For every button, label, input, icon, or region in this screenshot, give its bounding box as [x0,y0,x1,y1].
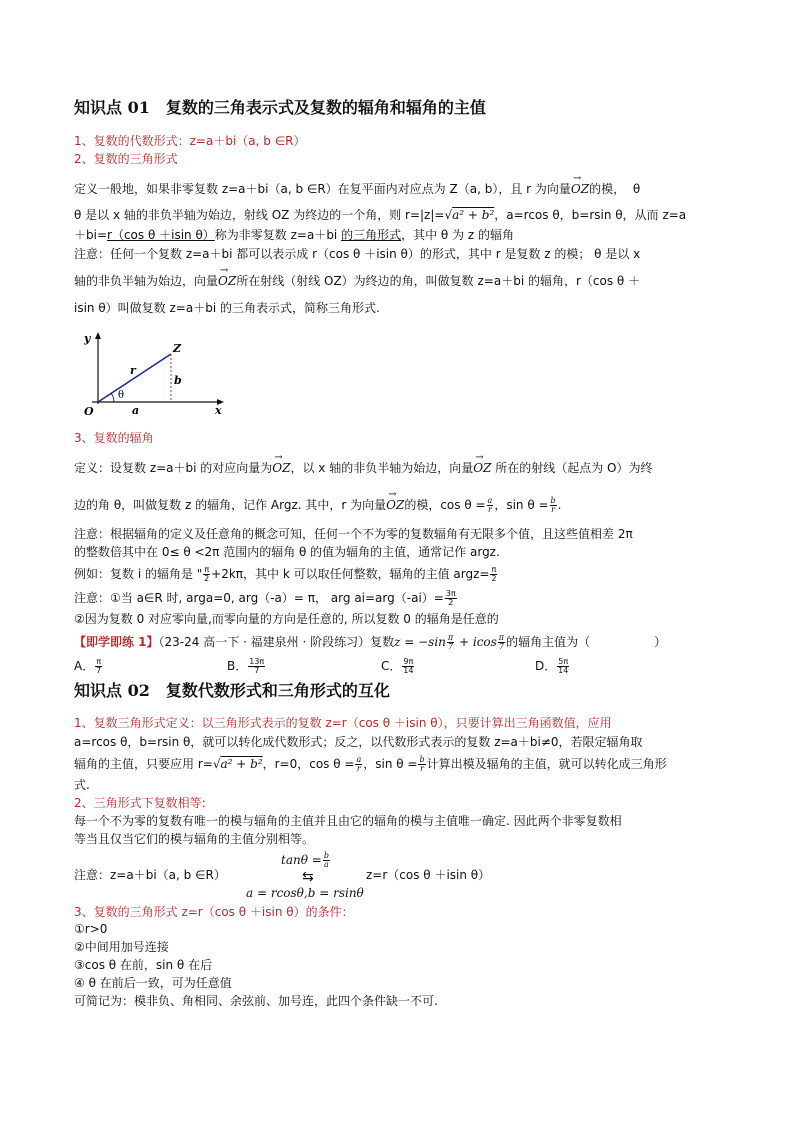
practice-question: 【即学即练 1】（23-24 高一下 · 福建泉州 · 阶段练习）复数z = −sin $\frac{\pi}{7}$ + icos $\frac{\pi}{7}$ 的辐角主值为（ ） [74,633,667,651]
fraction: $\frac{b}{a}$ [323,851,329,869]
note-line-3: isin θ）叫做复数 z=a＋bi 的三角表示式，简称三角形式. [74,301,380,315]
x-label: x [215,404,222,417]
definition-line-2: θ 是以 x 轴的非负半轴为始边，射线 OZ 为终边的一个角，则 r=|z|=√a² + b²，a=rcos θ，b=rsin θ，从而 z=a [74,208,687,222]
fraction: $\frac{\pi}{7}$ [447,633,454,651]
argument-def-line-2: 边的角 θ，叫做复数 z 的辐角，记作 Argz. 其中，r 为向量→ OZ的模，cos θ = $\frac{a}{r}$ ，sin θ = $\frac{b}{r}$ . [74,497,561,514]
vector-oz: → OZ [218,274,236,289]
b-label: b [174,374,182,387]
option-c: C． $\frac{9\pi}{14}$ [381,657,414,675]
fraction: $\frac{\pi}{7}$ [498,633,505,651]
point-z-label: Z [173,342,182,355]
conversion-left: 注意：z=a＋bi（a, b ∈R） [74,868,226,882]
vector-oz: → OZ [386,498,404,513]
complex-plane-figure [78,328,238,420]
argument-def-line-1: 定义：设复数 z=a＋bi 的对应向量为→ OZ，以 x 轴的非负半轴为始边，向量→ OZ 所在的射线（起点为 O）为终 [74,461,652,476]
vector-oz: → OZ [272,461,290,476]
equality-title: 2、三角形式下复数相等: [74,796,206,810]
fraction: $\frac{b}{r}$ [419,755,425,773]
argument-note-1: 注意：①当 a∈R 时, arga=0, arg（-a）= π， arg ai=arg（-ai）= $\frac{3\pi}{2}$ [74,589,456,607]
equality-line-1: 每一个不为零的复数有唯一的模与辐角的主值并且由它的辐角的模与主值唯一确定. 因此两个非零复数相 [74,814,622,828]
fraction: $\frac{\pi}{7}$ [96,657,102,675]
conversion-line-1: 1、复数三角形式定义：以三角形式表示的复数 z=r（cos θ ＋isin θ），只要计算出三角函数值，应用 [74,716,612,730]
definition-line-1: 定义一般地，如果非零复数 z=a＋bi（a, b ∈R）在复平面内对应点为 Z（a, b），且 r 为向量→ OZ的模， θ [74,182,640,197]
practice-tag: 【即学即练 1】 [74,635,159,649]
fraction: $\frac{5\pi}{14}$ [558,657,569,675]
conversion-right: z=r（cos θ ＋isin θ） [366,868,491,882]
note-line-1: 注意：任何一个复数 z=a＋bi 都可以表示成 r（cos θ ＋isin θ）的形式，其中 r 是复数 z 的模； θ 是以 x [74,247,641,261]
conditions-title: 3、复数的三角形式 z=r（cos θ ＋isin θ）的条件： [74,905,354,919]
conditions-summary: 可简记为：模非负、角相同、余弦前、加号连，此四个条件缺一不可. [74,994,438,1008]
conversion-arrow-icon: ⇆ [302,869,314,885]
vector-oz: → OZ [571,182,589,197]
option-b: B． $\frac{13\pi}{7}$ [227,657,265,675]
y-axis-arrow [95,332,101,339]
condition-2: ②中间用加号连接 [74,940,169,954]
item-algebraic-form: 1、复数的代数形式：z=a＋bi（a, b ∈R） [74,134,306,148]
condition-3: ③cos θ 在前，sin θ 在后 [74,958,213,972]
item-argument: 3、复数的辐角 [74,431,154,445]
note-line-2: 轴的非负半轴为始边，向量→ OZ所在射线（射线 OZ）为终边的角，叫做复数 z=a＋bi 的辐角，r（cos θ ＋ [74,274,640,289]
r-label: r [130,364,136,377]
argument-example: 例如：复数 i 的辐角是 " $\frac{\pi}{2}$ +2kπ，其中 k 可以取任何整数，辐角的主值 argz= $\frac{\pi}{2}$ [74,565,497,583]
conversion-bottom: a = rcosθ,b = rsinθ [246,886,364,900]
fraction: $\frac{\pi}{2}$ [491,565,497,583]
fraction: $\frac{a}{r}$ [356,755,362,773]
conversion-line-3: 辐角的主值，只要应用 r=√a² + b²，r=0，cos θ = $\frac{a}{r}$ ，sin θ = $\frac{b}{r}$ 计算出模及辐角的主值，就可以转化成三角形 [74,755,667,773]
origin-label: O [84,405,94,418]
definition-line-3: ＋bi=r（cos θ ＋isin θ）称为非零复数 z=a＋bi 的三角形式，其中 θ 为 z 的辐角 [74,228,515,242]
item-trig-form: 2、复数的三角形式 [74,152,178,166]
y-label: y [84,332,91,345]
conversion-line-2: a=rcos θ，b=rsin θ，就可以转化成代数形式；反之，以代数形式表示的复数 z=a＋bi≠0，若限定辐角取 [74,735,643,749]
argument-note-line-1: 注意：根据辐角的定义及任意角的概念可知，任何一个不为零的复数辐角有无限多个值，且这些值相差 2π [74,527,633,541]
argument-note-line-2: 的整数倍其中在 0≤ θ <2π 范围内的辐角 θ 的值为辐角的主值，通常记作 argz. [74,545,500,559]
fraction: $\frac{b}{r}$ [550,496,556,514]
option-a: A． $\frac{\pi}{7}$ [74,657,102,675]
conversion-line-4: 式. [74,778,90,792]
sqrt-expression: a² + b² [452,208,495,222]
vector-oz: → OZ [473,461,491,476]
section-2-heading: 知识点 02 复数代数形式和三角形式的互化 [74,681,390,700]
section-1-heading: 知识点 01 复数的三角表示式及复数的辐角和辐角的主值 [74,98,486,117]
fraction: $\frac{3\pi}{2}$ [445,589,456,607]
vector-oz-line [98,354,171,402]
condition-4: ④ θ 在前后一致，可为任意值 [74,976,232,990]
fraction: $\frac{13\pi}{7}$ [249,657,265,675]
fraction: $\frac{9\pi}{14}$ [403,657,414,675]
option-d: D． $\frac{5\pi}{14}$ [535,657,569,675]
condition-1: ①r>0 [74,922,108,936]
equality-line-2: 等当且仅当它们的模与辐角的主值分别相等。 [74,832,315,846]
fraction: $\frac{\pi}{2}$ [204,565,210,583]
argument-note-2: ②因为复数 0 对应零向量,而零向量的方向是任意的, 所以复数 0 的辐角是任意的 [74,612,499,626]
fraction: $\frac{a}{r}$ [487,496,493,514]
conversion-tan: tanθ = $\frac{b}{a}$ [281,851,329,869]
a-label: a [132,404,140,417]
sqrt-expression: a² + b² [220,757,263,771]
angle-arc [111,393,114,402]
theta-label: θ [118,390,125,401]
